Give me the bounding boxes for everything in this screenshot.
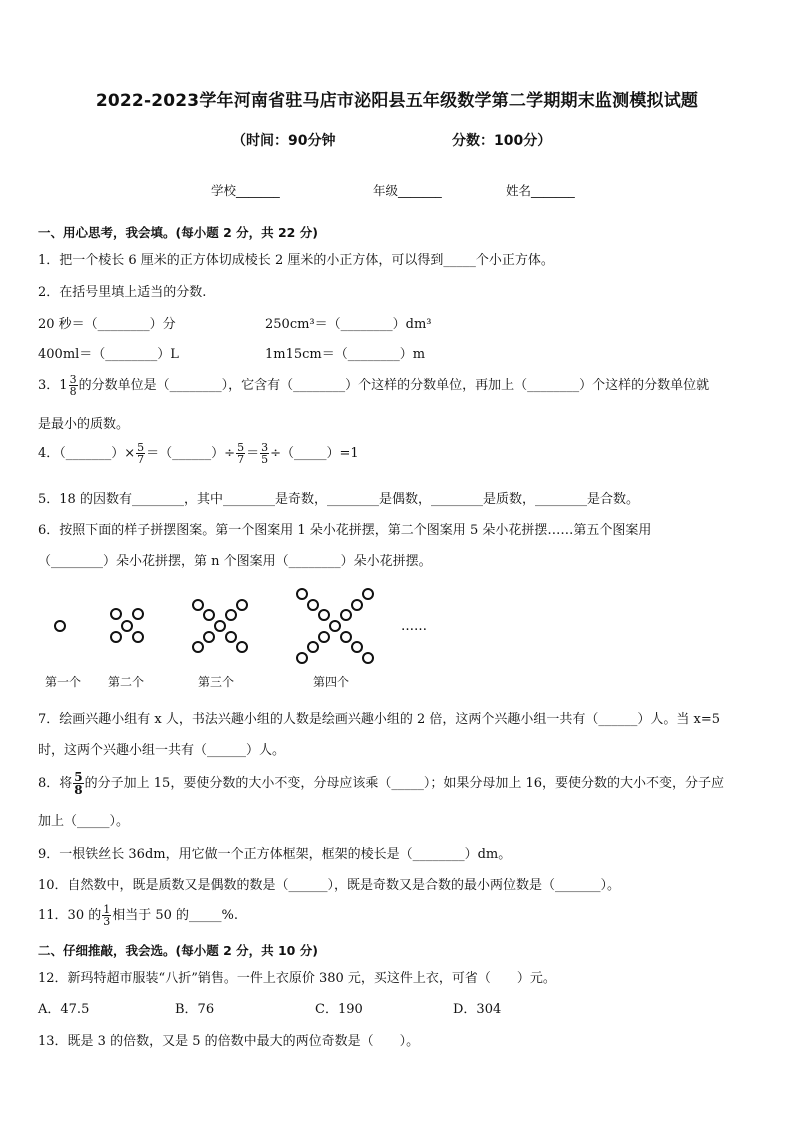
pattern-1 [55, 621, 65, 631]
fraction-5-7-b [236, 442, 245, 465]
question-3-line2: 是最小的质数。 [38, 417, 130, 432]
flower-circle [204, 610, 214, 620]
flower-circle [226, 632, 236, 642]
school-field: 学校_______ [211, 183, 280, 198]
question-1: 1．把一个棱长 6 厘米的正方体切成棱长 2 厘米的小正方体，可以得到_____个小正方体。 [38, 253, 554, 268]
pattern-2 [111, 609, 143, 642]
pattern-label-1: 第一个 [45, 675, 82, 689]
question-2-intro: 2．在括号里填上适当的分数. [38, 285, 207, 300]
flower-circle [319, 610, 329, 620]
flower-circle [352, 600, 362, 610]
flower-circle [55, 621, 65, 631]
flower-circle [237, 642, 247, 652]
flower-circle [204, 632, 214, 642]
flower-circle [341, 632, 351, 642]
fraction-numerator: 1 [103, 903, 111, 916]
flower-circle [352, 642, 362, 652]
flower-circle [226, 610, 236, 620]
question-7-line2: 时，这两个兴趣小组一共有（______）人。 [38, 743, 286, 758]
flower-circle [308, 600, 318, 610]
question-2-b: 250cm³＝（________）dm³ [265, 317, 432, 332]
flower-circle [330, 621, 340, 631]
fraction-5-7-a [136, 442, 145, 465]
flower-circle [215, 621, 225, 631]
question-12-option-b: B．76 [175, 1002, 215, 1017]
question-3-num: 3． [38, 378, 60, 393]
flower-circle [363, 653, 373, 663]
section-1-title: 一、用心思考，我会填。(每小题 2 分，共 22 分) [38, 225, 318, 240]
question-8-line2: 加上（_____）。 [38, 814, 130, 829]
flower-circle [237, 600, 247, 610]
question-13: 13．既是 3 的倍数，又是 5 的倍数中最大的两位奇数是（ ）。 [38, 1034, 420, 1049]
fraction-denominator: 8 [74, 783, 83, 797]
pattern-label-2: 第二个 [108, 675, 145, 689]
question-8-text: 的分子加上 15，要使分数的大小不变，分母应该乘（_____）；如果分母加上 16，要使分数的大小不变，分子应 [84, 776, 724, 791]
fraction-denominator: 7 [137, 453, 145, 466]
question-6-line1: 6．按照下面的样子拼摆图案。第一个图案用 1 朵小花拼摆，第二个图案用 5 朵小花拼摆……第五个图案用 [38, 523, 652, 538]
page-title: 2022-2023学年河南省驻马店市泌阳县五年级数学第二学期期末监测模拟试题 [95, 91, 699, 111]
exam-time: （时间：90分钟 [232, 133, 336, 149]
flower-circle [111, 632, 121, 642]
fraction-numerator: 5 [237, 441, 245, 454]
continuation-dots: …… [401, 619, 427, 634]
grade-field: 年级_______ [373, 183, 442, 198]
question-6-line2: （________）朵小花拼摆，第 n 个图案用（________）朵小花拼摆。 [38, 554, 432, 569]
fraction-denominator: 5 [261, 453, 269, 466]
flower-circle [308, 642, 318, 652]
exam-score: 分数：100分） [452, 133, 552, 149]
fraction-numerator: 3 [69, 373, 77, 386]
fraction-numerator: 5 [74, 770, 83, 784]
fraction-denominator: 3 [103, 915, 111, 928]
flower-circle [193, 600, 203, 610]
flower-circle [319, 632, 329, 642]
pattern-3 [193, 600, 247, 652]
question-12-option-c: C．190 [315, 1002, 363, 1017]
fraction-5-8 [73, 771, 83, 796]
question-9: 9．一根铁丝长 36dm，用它做一个正方体框架，框架的棱长是（________）dm。 [38, 847, 512, 862]
flower-circle [133, 632, 143, 642]
flower-circle [111, 609, 121, 619]
question-7-line1: 7．绘画兴趣小组有 x 人，书法兴趣小组的人数是绘画兴趣小组的 2 倍，这两个兴趣小组一共有（______）人。当 x=5 [38, 712, 721, 727]
flower-circle [297, 653, 307, 663]
fraction-denominator: 7 [237, 453, 245, 466]
question-11-pre: 11．30 的 [38, 908, 102, 923]
fraction-denominator: 8 [69, 385, 77, 398]
pattern-label-3: 第三个 [198, 675, 235, 689]
pattern-label-4: 第四个 [313, 675, 350, 689]
question-12-option-d: D．304 [453, 1002, 502, 1017]
flower-circle [122, 621, 132, 631]
question-4-part-a: 4．（_______）× [38, 446, 136, 461]
pattern-4 [297, 589, 373, 663]
question-2-c: 400ml＝（________）L [38, 347, 179, 362]
question-2-a: 20 秒＝（________）分 [38, 317, 176, 332]
section-2-title: 二、仔细推敲，我会选。(每小题 2 分，共 10 分) [38, 943, 318, 958]
fraction-3-5 [260, 442, 269, 465]
question-8 [38, 771, 724, 796]
mixed-number-whole: 1 [59, 378, 68, 393]
question-12-option-a: A．47.5 [38, 1002, 90, 1017]
fraction-numerator: 5 [137, 441, 145, 454]
question-10: 10．自然数中，既是质数又是偶数的数是（______），既是奇数又是合数的最小两位数是（_______）。 [38, 878, 621, 893]
name-field: 姓名_______ [506, 183, 575, 198]
fraction-1-3 [102, 904, 111, 927]
question-4 [38, 442, 359, 465]
question-8-pre: 8．将 [38, 776, 73, 791]
question-3 [38, 374, 709, 397]
flower-pattern-figure [38, 584, 458, 694]
question-2-d: 1m15cm＝（________）m [265, 347, 426, 362]
question-3-text: 的分数单位是（________），它含有（________）个这样的分数单位，再加上（________）个这样的分数单位就 [78, 378, 710, 393]
flower-circle [193, 642, 203, 652]
flower-circle [297, 589, 307, 599]
flower-circle [341, 610, 351, 620]
question-5: 5．18 的因数有________，其中________是奇数，________是偶数，________是质数，________是合数。 [38, 492, 639, 507]
question-4-part-d: ÷（_____）=1 [270, 446, 359, 461]
question-4-part-c: ＝ [246, 446, 260, 461]
question-11 [38, 904, 238, 927]
question-12: 12．新玛特超市服装“八折”销售。一件上衣原价 380 元，买这件上衣，可省（ ）元。 [38, 971, 556, 986]
question-11-text: 相当于 50 的_____%. [112, 908, 239, 923]
flower-circle [133, 609, 143, 619]
fraction-numerator: 3 [261, 441, 269, 454]
fraction-3-8 [69, 374, 78, 397]
flower-circle [363, 589, 373, 599]
question-4-part-b: ＝（______）÷ [146, 446, 236, 461]
